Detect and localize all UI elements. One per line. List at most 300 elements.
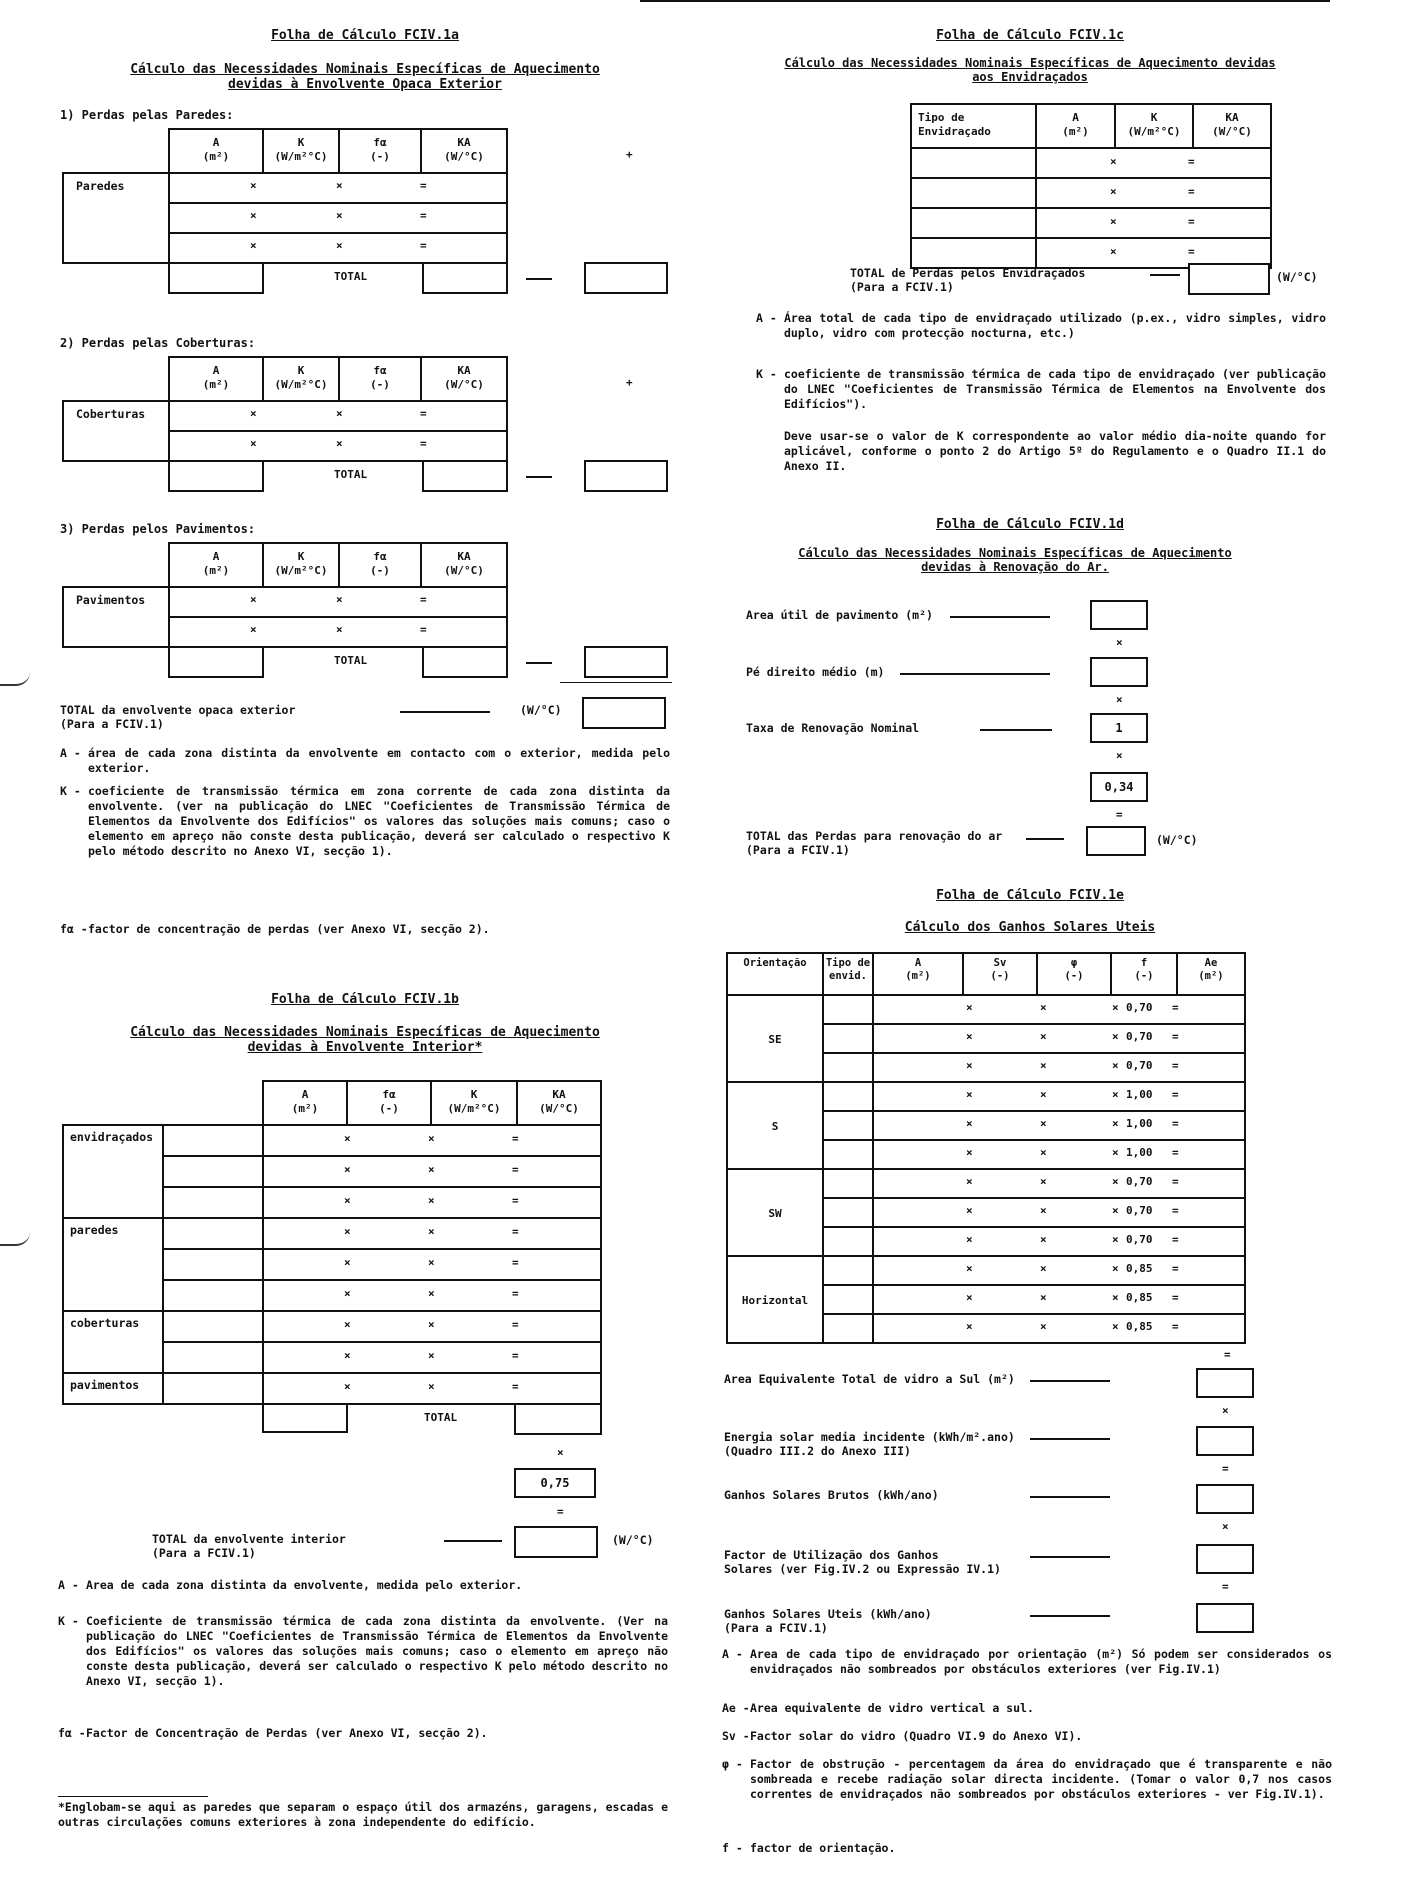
times-op: × <box>1040 1204 1047 1217</box>
section-label: 2) Perdas pelas Coberturas: <box>60 336 256 350</box>
column-name: A <box>212 550 220 563</box>
group-label: paredes <box>70 1223 119 1237</box>
field-label: Area útil de pavimento (m²) <box>746 608 933 622</box>
times-op: × <box>966 1146 973 1159</box>
glazing-type-field[interactable] <box>822 1081 874 1112</box>
glazing-type-field[interactable] <box>822 1226 874 1257</box>
note-key: A - <box>60 746 81 760</box>
unit-label: (W/°C) <box>1156 833 1198 847</box>
times-op: × <box>1040 1001 1047 1014</box>
table-row[interactable] <box>872 1110 1246 1141</box>
orientation-label: S <box>771 1120 779 1133</box>
column-header <box>910 103 1037 149</box>
section-label: 1) Perdas pelas Paredes: <box>60 108 234 122</box>
column-header <box>1114 103 1194 149</box>
sheet-heading-2: aos Envidraçados <box>972 70 1088 84</box>
section-total-field[interactable] <box>584 460 668 492</box>
table-row[interactable] <box>872 1023 1246 1054</box>
equals-op: = <box>1172 1320 1179 1333</box>
column-unit: (-) <box>990 970 1010 982</box>
sheet-heading: Cálculo das Necessidades Nominais Específicas de Aquecimento devidas <box>784 56 1276 70</box>
times-op: × <box>966 1117 973 1130</box>
leader-line <box>1150 274 1180 276</box>
times-op: × <box>966 1233 973 1246</box>
value-field[interactable] <box>1196 1603 1254 1633</box>
column-unit: (-) <box>370 378 390 391</box>
grand-total-label: TOTAL da envolvente opaca exterior <box>60 703 296 717</box>
equals-op: = <box>512 1163 519 1176</box>
factor-field[interactable]: 0,75 <box>514 1468 596 1498</box>
equals-op: = <box>512 1349 519 1362</box>
column-unit: (W/°C) <box>444 378 484 391</box>
note-key: K - <box>60 784 81 798</box>
sheet-title: Folha de Cálculo FCIV.1d <box>936 517 1124 532</box>
table-row[interactable] <box>872 1255 1246 1286</box>
times-op: × <box>557 1446 564 1459</box>
value-field[interactable] <box>1196 1426 1254 1456</box>
times-op: × <box>428 1194 435 1207</box>
note-text: factor de orientação. <box>750 1841 896 1855</box>
area-total-field[interactable] <box>168 646 264 678</box>
times-op: × <box>1040 1146 1047 1159</box>
top-rule <box>640 0 1330 2</box>
legend-note <box>756 429 1326 474</box>
leader-line <box>1030 1496 1110 1498</box>
leader-line <box>526 476 552 478</box>
note-text: Area de cada zona distinta da envolvente, medida pelo exterior. <box>86 1578 523 1592</box>
times-op: × <box>966 1291 973 1304</box>
column-name: Ae <box>1204 957 1218 969</box>
note-key: K - <box>58 1614 79 1628</box>
times-op: × <box>1112 1320 1119 1333</box>
leader-line <box>1030 1615 1110 1617</box>
column-unit: (m²) <box>1062 125 1089 138</box>
glazing-type-field[interactable] <box>822 1313 874 1344</box>
orientation-factor: 0,70 <box>1126 1030 1153 1043</box>
column-unit: (W/°C) <box>1212 125 1252 138</box>
column-header <box>420 356 508 402</box>
times-op: × <box>966 1175 973 1188</box>
column-unit: (W/°C) <box>444 150 484 163</box>
sum-rule <box>560 682 672 683</box>
note-text: Area equivalente de vidro vertical a sul. <box>750 1701 1034 1715</box>
plus-op: + <box>626 148 633 161</box>
note-text: Área total de cada tipo de envidraçado utilizado (p.ex., vidro simples, vidro duplo, vidro com protecção nocturna, etc.) <box>784 311 1326 340</box>
column-header <box>262 1080 348 1126</box>
equals-op: = <box>512 1380 519 1393</box>
times-op: × <box>344 1256 351 1269</box>
times-op: × <box>966 1204 973 1217</box>
times-op: × <box>966 1001 973 1014</box>
note-text: Factor de Concentração de Perdas (ver Anexo VI, secção 2). <box>86 1726 488 1740</box>
column-unit: (W/°C) <box>539 1102 579 1115</box>
column-name: φ <box>1070 957 1078 969</box>
orientation-factor: 0,70 <box>1126 1233 1153 1246</box>
value-field[interactable] <box>1196 1368 1254 1398</box>
element-name-field[interactable] <box>162 1186 264 1219</box>
sheet-title: Folha de Cálculo FCIV.1a <box>271 28 459 43</box>
sheet-title: Folha de Cálculo FCIV.1b <box>271 992 459 1007</box>
column-header <box>962 952 1038 996</box>
times-op: × <box>1112 1233 1119 1246</box>
equals-op: = <box>512 1287 519 1300</box>
times-op: × <box>1112 1204 1119 1217</box>
equals-op: = <box>1172 1175 1179 1188</box>
field-label: Area Equivalente Total de vidro a Sul (m²) <box>724 1372 1015 1386</box>
element-name-field[interactable] <box>162 1124 264 1157</box>
column-header <box>726 952 824 996</box>
times-op: × <box>336 593 343 606</box>
column-name: K <box>470 1088 478 1101</box>
column-header <box>872 952 964 996</box>
times-op: × <box>1040 1233 1047 1246</box>
legend-note <box>722 1701 1332 1716</box>
orientation-cell <box>726 1168 824 1257</box>
footnote: *Englobam-se aqui as paredes que separam o espaço útil dos armazéns, garagens, escadas e outras circulações comuns exteriores à zona independente do edifício. <box>58 1800 668 1829</box>
times-op: × <box>1040 1088 1047 1101</box>
column-header <box>346 1080 432 1126</box>
equals-op: = <box>1172 1059 1179 1072</box>
column-name: A <box>914 957 922 969</box>
column-name: K <box>297 364 305 377</box>
leader-line <box>950 616 1050 618</box>
unit-label: (W/°C) <box>1276 270 1318 284</box>
table-row[interactable] <box>872 1313 1246 1344</box>
column-header <box>420 542 508 588</box>
column-unit: (-) <box>1064 970 1084 982</box>
row-label: Coberturas <box>76 407 146 421</box>
element-name-field[interactable] <box>162 1217 264 1250</box>
sheet-title: Folha de Cálculo FCIV.1c <box>936 28 1124 43</box>
legend-note <box>58 1614 668 1689</box>
times-op: × <box>966 1059 973 1072</box>
column-header <box>338 128 422 174</box>
times-op: × <box>428 1380 435 1393</box>
times-op: × <box>250 407 257 420</box>
glazing-type-field[interactable] <box>822 1052 874 1083</box>
column-header <box>420 128 508 174</box>
column-header <box>1110 952 1178 996</box>
glazing-type-field[interactable] <box>910 177 1037 209</box>
table-row[interactable] <box>872 1139 1246 1170</box>
operator: = <box>1116 808 1123 821</box>
table-row[interactable] <box>872 1197 1246 1228</box>
operator: × <box>1222 1520 1229 1533</box>
glazing-type-field[interactable] <box>910 237 1037 269</box>
group-label: envidraçados <box>70 1130 154 1144</box>
legend-note <box>60 746 670 776</box>
legend-note <box>756 311 1326 341</box>
glazing-type-field[interactable] <box>822 1023 874 1054</box>
times-op: × <box>1112 1175 1119 1188</box>
sheet-heading: Cálculo dos Ganhos Solares Uteis <box>904 920 1156 935</box>
times-op: × <box>428 1163 435 1176</box>
column-unit: (-) <box>1134 970 1154 982</box>
times-op: × <box>1040 1291 1047 1304</box>
times-op: × <box>344 1225 351 1238</box>
value-field[interactable]: 1 <box>1090 713 1148 743</box>
element-name-field[interactable] <box>162 1310 264 1343</box>
times-op: × <box>344 1132 351 1145</box>
equals-op: = <box>1188 215 1195 228</box>
orientation-factor: 0,70 <box>1126 1001 1153 1014</box>
element-name-field[interactable] <box>162 1248 264 1281</box>
column-name: K <box>297 550 305 563</box>
table-row[interactable] <box>872 1284 1246 1315</box>
section-total-field[interactable] <box>584 262 668 294</box>
value-field[interactable]: 0,34 <box>1090 772 1148 802</box>
times-op: × <box>1110 155 1117 168</box>
equals-op: = <box>420 593 427 606</box>
times-op: × <box>1112 1059 1119 1072</box>
leader-line <box>526 662 552 664</box>
value-field[interactable] <box>1196 1544 1254 1574</box>
column-name: fα <box>373 364 387 377</box>
equals-op: = <box>1172 1262 1179 1275</box>
column-header <box>338 356 422 402</box>
value-field[interactable] <box>1196 1484 1254 1514</box>
equals-op: = <box>1172 1030 1179 1043</box>
leader-line <box>980 729 1052 731</box>
times-op: × <box>336 437 343 450</box>
table-row[interactable] <box>872 1168 1246 1199</box>
group-label: pavimentos <box>70 1378 140 1392</box>
sheet-heading: Cálculo das Necessidades Nominais Específicas de Aquecimento <box>798 546 1232 560</box>
field-label: Factor de Utilização dos Ganhos <box>724 1548 939 1562</box>
element-name-field[interactable] <box>162 1372 264 1405</box>
unit-label: (W/°C) <box>612 1533 654 1547</box>
note-text: factor de concentração de perdas (ver Anexo VI, secção 2). <box>88 922 490 936</box>
orientation-factor: 0,85 <box>1126 1262 1153 1275</box>
ka-total-field[interactable] <box>422 460 508 492</box>
note-key: fα - <box>60 922 88 936</box>
leader-line <box>1026 838 1064 840</box>
element-name-field[interactable] <box>162 1279 264 1312</box>
column-unit: (m²) <box>291 1102 319 1115</box>
column-header <box>1192 103 1272 149</box>
glazing-type-field[interactable] <box>822 1168 874 1199</box>
total-label: TOTAL das Perdas para renovação do ar <box>746 829 1003 843</box>
orientation-factor: 0,70 <box>1126 1059 1153 1072</box>
ka-total-field[interactable] <box>422 646 508 678</box>
glazing-type-field[interactable] <box>910 147 1037 179</box>
note-text: Factor solar do vidro (Quadro VI.9 do Anexo VI). <box>750 1729 1083 1743</box>
grand-total-sub: (Para a FCIV.1) <box>152 1546 256 1560</box>
total-sub: (Para a FCIV.1) <box>850 280 954 294</box>
total-label: TOTAL <box>334 270 368 283</box>
leader-line <box>1030 1380 1110 1382</box>
times-op: × <box>250 209 257 222</box>
value-field[interactable] <box>1090 657 1148 687</box>
ka-total-field[interactable] <box>514 1403 602 1435</box>
equals-op: = <box>420 623 427 636</box>
times-op: × <box>250 179 257 192</box>
sheet-heading: Cálculo das Necessidades Nominais Específicas de Aquecimento <box>130 1025 600 1040</box>
operator: × <box>1116 693 1123 706</box>
times-op: × <box>428 1256 435 1269</box>
times-op: × <box>428 1287 435 1300</box>
group-label-cell <box>62 1217 164 1312</box>
ka-total-field[interactable] <box>422 262 508 294</box>
legend-note <box>756 367 1326 412</box>
orientation-factor: 0,85 <box>1126 1320 1153 1333</box>
grand-total-field[interactable] <box>582 697 666 729</box>
equals-op: = <box>1172 1204 1179 1217</box>
times-op: × <box>336 239 343 252</box>
orientation-cell <box>726 994 824 1083</box>
field-sublabel: (Para a FCIV.1) <box>724 1621 828 1635</box>
times-op: × <box>344 1163 351 1176</box>
column-name: A <box>212 136 220 149</box>
group-label-cell <box>62 1124 164 1219</box>
column-unit: (m²) <box>905 970 931 982</box>
operator: × <box>1222 1404 1229 1417</box>
times-op: × <box>1040 1320 1047 1333</box>
column-name: K <box>1150 111 1158 124</box>
equals-op: = <box>1172 1001 1179 1014</box>
orientation-cell <box>726 1081 824 1170</box>
table-row[interactable] <box>872 1052 1246 1083</box>
note-key: A - <box>722 1647 743 1661</box>
times-op: × <box>336 179 343 192</box>
equals-op: = <box>512 1194 519 1207</box>
equals-op: = <box>420 407 427 420</box>
equals-op: = <box>512 1256 519 1269</box>
column-name: KA <box>552 1088 566 1101</box>
equals-op: = <box>1172 1291 1179 1304</box>
column-header <box>262 356 340 402</box>
column-name: A <box>212 364 220 377</box>
column-unit: (-) <box>370 150 390 163</box>
total-field[interactable] <box>1188 263 1270 295</box>
total-label: TOTAL <box>334 468 368 481</box>
element-name-field[interactable] <box>162 1155 264 1188</box>
value-field[interactable] <box>1090 600 1148 630</box>
times-op: × <box>344 1194 351 1207</box>
leader-line <box>444 1540 502 1542</box>
table-row[interactable] <box>1035 147 1272 179</box>
table-row[interactable] <box>872 1226 1246 1257</box>
glazing-type-field[interactable] <box>822 1139 874 1170</box>
column-header <box>168 542 264 588</box>
note-key: A - <box>756 311 777 325</box>
times-op: × <box>1040 1059 1047 1072</box>
sheet-heading-2: devidas à Renovação do Ar. <box>921 560 1109 574</box>
times-op: × <box>1040 1030 1047 1043</box>
area-total-field[interactable] <box>168 262 264 294</box>
equals-op: = <box>512 1132 519 1145</box>
glazing-type-field[interactable] <box>822 1197 874 1228</box>
grand-total-field[interactable] <box>514 1526 598 1558</box>
note-text: Factor de obstrução - percentagem da área do envidraçado que é transparente e não sombreada e recebe radiação solar directa incidente. (Tomar o valor 0,7 nos casos correntes de envidraçados não sombreados por obstáculos exteriores - ver Fig.IV.1). <box>750 1757 1332 1801</box>
note-text: coeficiente de transmissão térmica de cada tipo de envidraçado (ver publicação do LNEC "Coeficientes de Transmissão Térmica de Elementos na Envolvente dos Edifícios"). <box>784 367 1326 411</box>
operator: = <box>1222 1462 1229 1475</box>
column-name: KA <box>457 364 471 377</box>
leader-line <box>1030 1438 1110 1440</box>
times-op: × <box>966 1320 973 1333</box>
times-op: × <box>966 1088 973 1101</box>
glazing-type-field[interactable] <box>822 994 874 1025</box>
column-name: KA <box>457 550 471 563</box>
section-total-field[interactable] <box>584 646 668 678</box>
column-unit: (-) <box>370 564 390 577</box>
column-name: fα <box>373 550 387 563</box>
equals-op: = <box>557 1505 564 1518</box>
operator: × <box>1116 636 1123 649</box>
column-unit: Envidraçado <box>918 125 991 138</box>
field-label: Pé direito médio (m) <box>746 665 885 679</box>
times-op: × <box>428 1132 435 1145</box>
table-row[interactable] <box>1035 177 1272 209</box>
area-total-field[interactable] <box>262 1403 348 1433</box>
grand-total-label: TOTAL da envolvente interior <box>152 1532 346 1546</box>
note-text: Deve usar-se o valor de K correspondente ao valor médio dia-noite quando for aplicável, conforme o ponto 2 do Artigo 5º do Regulamento e o Quadro II.1 do Anexo II. <box>784 429 1326 473</box>
grand-total-sub: (Para a FCIV.1) <box>60 717 164 731</box>
column-unit: (m²) <box>202 564 230 577</box>
orientation-factor: 1,00 <box>1126 1088 1153 1101</box>
total-label: TOTAL de Perdas pelos Envidraçados <box>850 266 1086 280</box>
column-header <box>262 542 340 588</box>
leader-line <box>1030 1556 1110 1558</box>
field-label: Energia solar media incidente (kWh/m².ano) <box>724 1430 1015 1444</box>
area-total-field[interactable] <box>168 460 264 492</box>
sheet-heading-2: devidas à Envolvente Opaca Exterior <box>228 77 502 92</box>
note-key: fα - <box>58 1726 86 1740</box>
legend-note <box>58 1726 668 1741</box>
column-unit: (W/m²°C) <box>274 378 328 391</box>
column-unit: (W/m²°C) <box>447 1102 501 1115</box>
orientation-label: SE <box>768 1033 782 1046</box>
orientation-factor: 1,00 <box>1126 1117 1153 1130</box>
field-label: Ganhos Solares Uteis (kWh/ano) <box>724 1607 932 1621</box>
total-field[interactable] <box>1086 826 1146 856</box>
element-name-field[interactable] <box>162 1341 264 1374</box>
column-name: fα <box>373 136 387 149</box>
footnote-rule <box>58 1796 208 1797</box>
column-name: A <box>1072 111 1079 124</box>
times-op: × <box>1112 1146 1119 1159</box>
column-unit: (-) <box>379 1102 399 1115</box>
glazing-type-field[interactable] <box>822 1255 874 1286</box>
note-text: Coeficiente de transmissão térmica de cada zona distinta da envolvente. (Ver na publicação do LNEC "Coeficientes de Transmissão Térmica de Elementos da Envolvente dos Edifícios" os valores das soluções mais comuns; caso o elemento em apreço não conste desta publicação, deverá ser calculado o respectivo K pelo método descrito no Anexo VI, secção 1). <box>86 1614 668 1688</box>
orientation-cell <box>726 1255 824 1344</box>
column-name: K <box>297 136 305 149</box>
glazing-type-field[interactable] <box>910 207 1037 239</box>
times-op: × <box>1040 1117 1047 1130</box>
note-text: Area de cada tipo de envidraçado por orientação (m²) Só podem ser considerados os envidraçados não sombreados por obstáculos exteriores (ver Fig.IV.1) <box>750 1647 1332 1676</box>
equals-op: = <box>512 1225 519 1238</box>
glazing-type-field[interactable] <box>822 1110 874 1141</box>
total-sub: (Para a FCIV.1) <box>746 843 850 857</box>
field-label: Ganhos Solares Brutos (kWh/ano) <box>724 1488 939 1502</box>
times-op: × <box>1110 245 1117 258</box>
table-row[interactable] <box>872 1081 1246 1112</box>
times-op: × <box>1110 185 1117 198</box>
column-name: fα <box>382 1088 396 1101</box>
equals-op: = <box>420 209 427 222</box>
legend-note <box>722 1729 1332 1744</box>
table-row[interactable] <box>1035 207 1272 239</box>
note-key: K - <box>756 367 777 381</box>
times-op: × <box>250 239 257 252</box>
note-key: φ - <box>722 1757 743 1771</box>
times-op: × <box>1112 1030 1119 1043</box>
column-unit: (W/m²°C) <box>1127 125 1181 138</box>
times-op: × <box>344 1380 351 1393</box>
table-row[interactable] <box>872 994 1246 1025</box>
glazing-type-field[interactable] <box>822 1284 874 1315</box>
orientation-factor: 0,70 <box>1126 1175 1153 1188</box>
